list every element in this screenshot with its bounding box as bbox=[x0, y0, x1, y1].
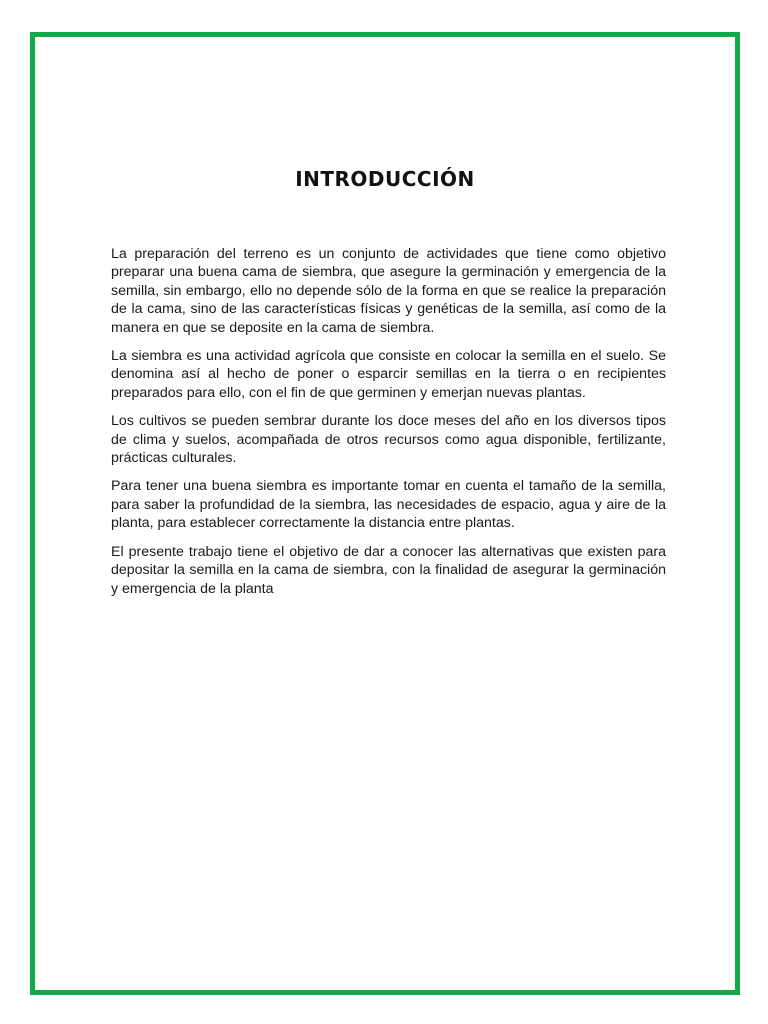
page-title: INTRODUCCIÓN bbox=[295, 167, 475, 191]
page-border bbox=[30, 32, 740, 995]
paragraph-1: La preparación del terreno es un conjunto de actividades que tiene como objetivo preparar una buena cama de siembra, que asegure la germinación y emergencia de la semilla, sin embargo, ello no depende sólo de la forma en que se realice la preparación de la cama, sino de las características físicas y genéticas de la semilla, así como de la manera en que se deposite en la cama de siembra. bbox=[111, 246, 666, 336]
paragraph-5: El presente trabajo tiene el objetivo de dar a conocer las alternativas que existen para depositar la semilla en la cama de siembra, con la finalidad de asegurar la germinación y emergencia de la planta bbox=[111, 543, 666, 597]
paragraph-2: La siembra es una actividad agrícola que consiste en colocar la semilla en el suelo. Se denomina así al hecho de poner o esparcir semillas en la tierra o en recipientes preparados para ello, con el fin de que germinen y emerjan nuevas plantas. bbox=[111, 348, 666, 401]
paragraph-3: Los cultivos se pueden sembrar durante los doce meses del año en los diversos tipos de clima y suelos, acompañada de otros recursos como agua disponible, fertilizante, prácticas culturales. bbox=[111, 413, 666, 467]
paragraph-4: Para tener una buena siembra es importante tomar en cuenta el tamaño de la semilla, para saber la profundidad de la siembra, las necesidades de espacio, agua y aire de la planta, para establecer correctamente la distancia entre plantas. bbox=[111, 478, 666, 532]
document-body bbox=[111, 245, 666, 608]
